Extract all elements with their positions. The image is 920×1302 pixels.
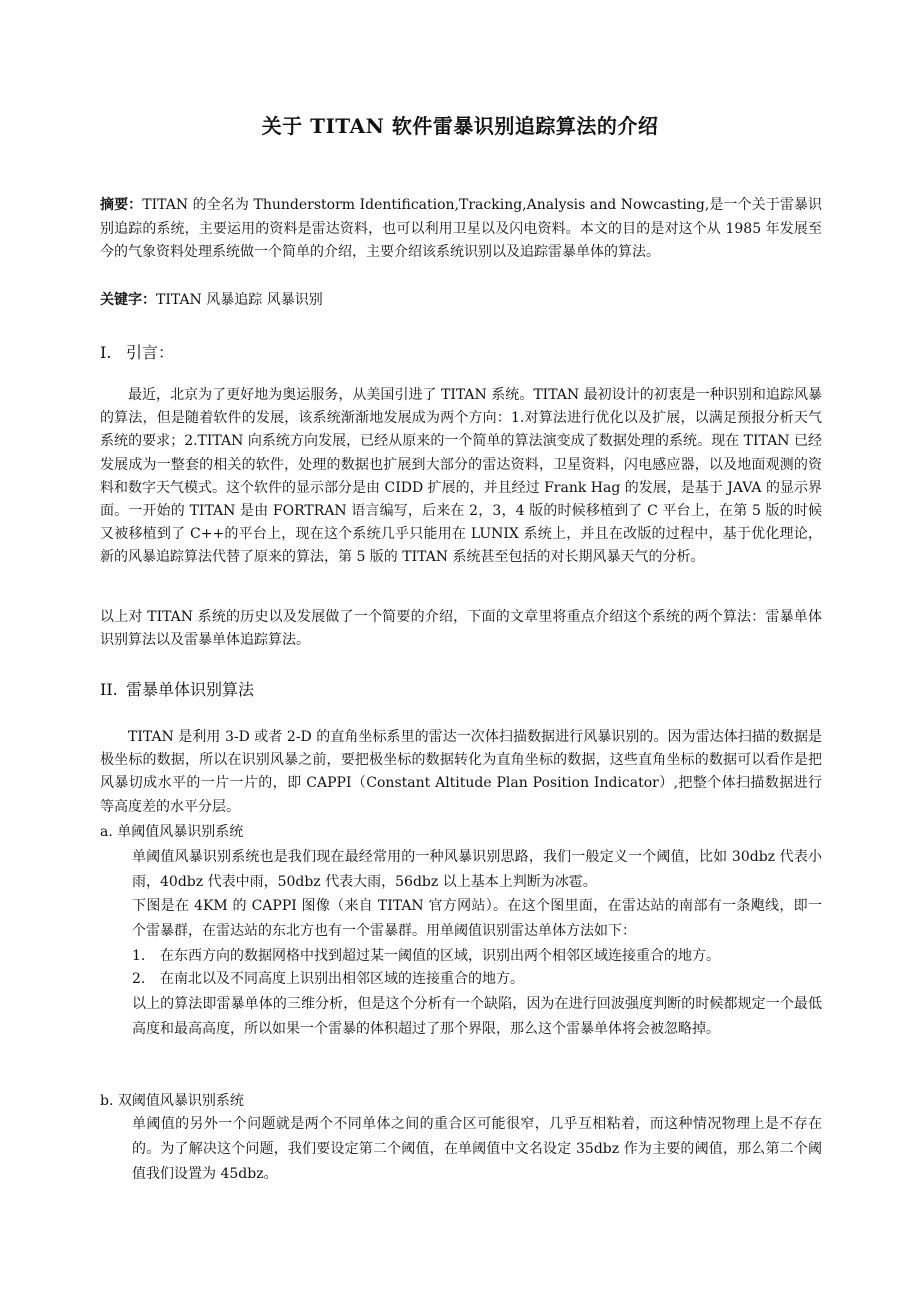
subsection-a-paragraph-3: 以上的算法即雷暴单体的三维分析，但是这个分析有一个缺陷，因为在进行回波强度判断的时候都规定一个最低高度和最高高度，所以如果一个雷暴的体积超过了那个界限，那么这个雷暴单体将会被忽略掉。 [132,996,822,1037]
abstract-text: TITAN 的全名为 Thunderstorm Identification,Tracking,Analysis and Nowcasting,是一个关于雷暴识别追踪的系统，主要运用的资料是雷达资料，也可以利用卫星以及闪电资料。本文的目的是对这个从 1985 年发展至今的气象资料处理系统做一个简单的介绍，主要介绍该系统识别以及追踪雷暴单体的算法。 [100,197,823,260]
list-item [132,968,822,991]
list-item-text: 在南北以及不同高度上识别出相邻区域的连接重合的地方。 [160,971,524,987]
list-item-text: 在东西方向的数据网格中找到超过某一阈值的区域，识别出两个相邻区域连接重合的地方。 [160,948,720,964]
list-item [132,945,822,968]
subsection-a-paragraph-2: 下图是在 4KM 的 CAPPI 图像（来自 TITAN 官方网站）。在这个图里面，在雷达站的南部有一条飑线，即一个雷暴群，在雷达站的东北方也有一个雷暴群。用单阈值识别雷达单体方法如下： [132,898,822,939]
list-item-number: 2. [132,971,146,987]
section-1-title: 引言： [126,343,175,362]
document-title: 关于 TITAN 软件雷暴识别追踪算法的介绍 [261,114,659,138]
section-2-paragraph-1: TITAN 是利用 3-D 或者 2-D 的直角坐标系里的雷达一次体扫描数据进行风暴识别的。因为雷达体扫描的数据是极坐标的数据，所以在识别风暴之前，要把极坐标的数据转化为直角坐标的数据，这些直角坐标的数据可以看作是把风暴切成水平的一片一片的，即 CAPPI（Constant Altitude Plan Position Indicator）,把整个体扫描数据进行等高度差的水平分层。 [100,729,822,815]
subsection-b-label: b. 双阈值风暴识别系统 [100,1093,244,1109]
section-2-number: II. [100,680,118,699]
subsection-b-paragraph-1: 单阈值的另外一个问题就是两个不同单体之间的重合区可能很窄，几乎互相粘着，而这种情况物理上是不存在的。为了解决这个问题，我们要设定第二个阈值，在单阈值中文名设定 35dbz 作为主要的阈值，那么第二个阈值我们设置为 45dbz。 [132,1116,822,1182]
abstract-label: 摘要： [100,197,143,213]
section-1-paragraph-1: 最近，北京为了更好地为奥运服务，从美国引进了 TITAN 系统。TITAN 最初设计的初衷是一种识别和追踪风暴的算法，但是随着软件的发展，该系统渐渐地发展成为两个方向：1.对算法进行优化以及扩展，以满足预报分析天气系统的要求；2.TITAN 向系统方向发展，已经从原来的一个简单的算法演变成了数据处理的系统。现在 TITAN 已经发展成为一整套的相关的软件，处理的数据也扩展到大部分的雷达资料，卫星资料，闪电感应器，以及地面观测的资料和数字天气模式。这个软件的显示部分是由 CIDD 扩展的，并且经过 Frank Hag 的发展，是基于 JAVA 的显示界面。一开始的 TITAN 是由 FORTRAN 语言编写，后来在 2，3，4 版的时候移植到了 C 平台上，在第 5 版的时候又被移植到了 C++的平台上，现在这个系统几乎只能用在 LUNIX 系统上，并且在改版的过程中，基于优化理论，新的风暴追踪算法代替了原来的算法，第 5 版的 TITAN 系统甚至包括的对长期风暴天气的分析。 [100,387,822,566]
section-2-title: 雷暴单体识别算法 [126,680,255,699]
section-1-heading [100,341,174,365]
list-item-number: 1. [132,948,146,964]
keywords [100,289,822,312]
keywords-label: 关键字： [100,292,156,308]
abstract [100,194,822,265]
section-2-heading [100,678,254,702]
subsection-a-label: a. 单阈值风暴识别系统 [100,824,244,840]
keywords-text: TITAN 风暴追踪 风暴识别 [156,292,323,308]
subsection-a-paragraph-1: 单阈值风暴识别系统也是我们现在最经常用的一种风暴识别思路，我们一般定义一个阈值，比如 30dbz 代表小雨，40dbz 代表中雨，50dbz 代表大雨，56dbz 以上基本上判断为冰雹。 [132,849,822,890]
section-1-paragraph-2: 以上对 TITAN 系统的历史以及发展做了一个简要的介绍，下面的文章里将重点介绍这个系统的两个算法：雷暴单体识别算法以及雷暴单体追踪算法。 [100,609,822,649]
section-1-number: I. [100,343,112,362]
